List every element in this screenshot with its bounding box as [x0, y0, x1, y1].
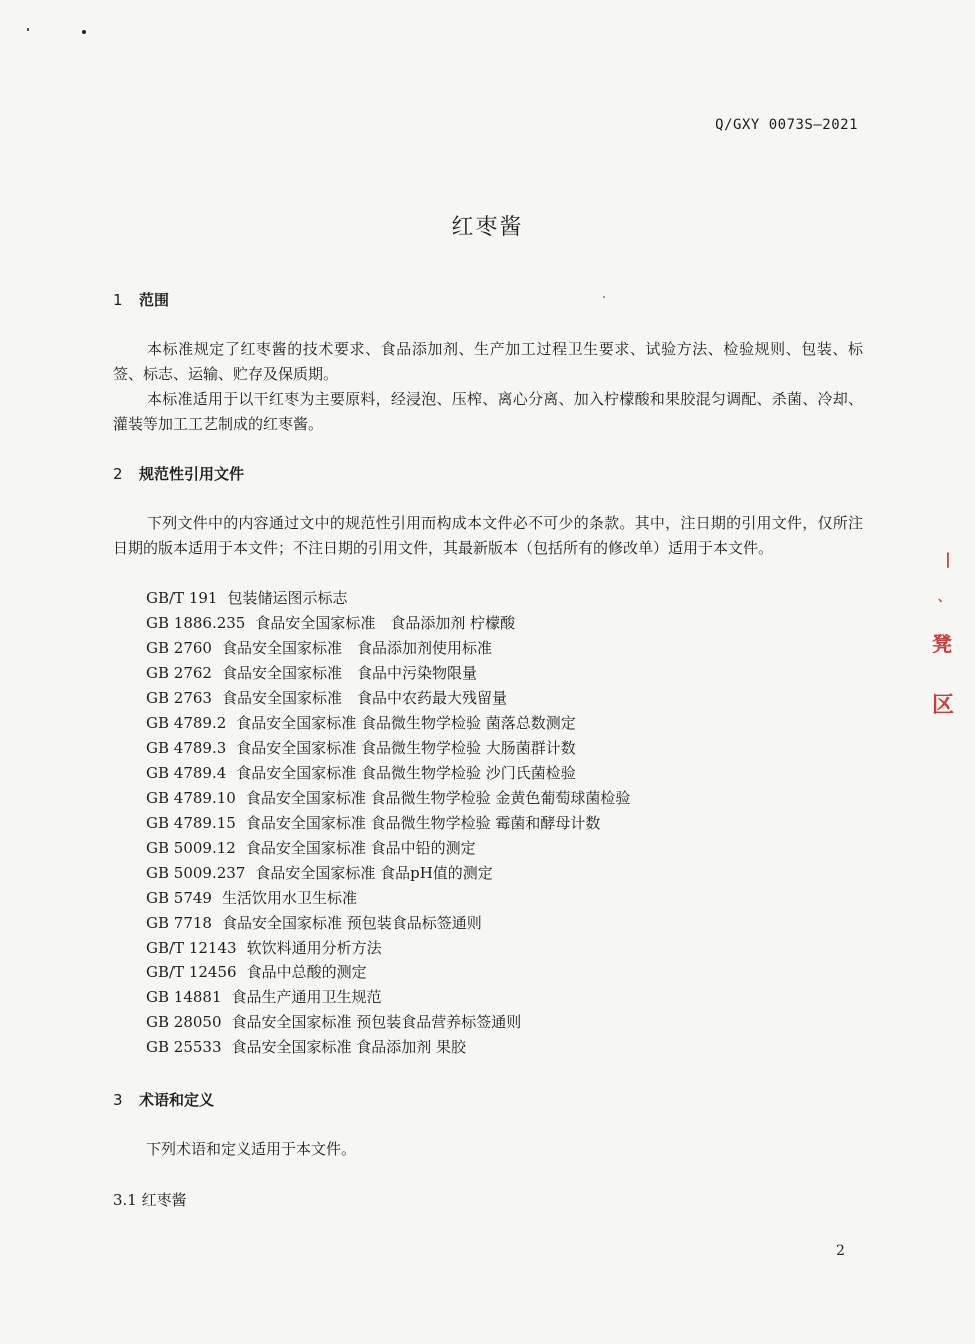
reference-item: GB 14881 食品生产通用卫生规范	[146, 988, 382, 1006]
reference-item: GB 5749 生活饮用水卫生标准	[146, 889, 357, 907]
reference-item: GB 1886.235 食品安全国家标准 食品添加剂 柠檬酸	[146, 614, 516, 632]
paragraph: 本标准规定了红枣酱的技术要求、食品添加剂、生产加工过程卫生要求、试验方法、检验规则、包装、标签、标志、运输、贮存及保质期。	[113, 340, 863, 383]
red-stamp-edge: 丨 、 凳 区	[932, 551, 957, 718]
reference-item: GB 5009.237 食品安全国家标准 食品pH值的测定	[146, 864, 493, 882]
reference-item: GB 28050 食品安全国家标准 预包装食品营养标签通则	[146, 1013, 522, 1031]
section-heading-1: 1 范围	[113, 291, 170, 309]
section-heading-3: 3 术语和定义	[113, 1091, 215, 1109]
reference-item: GB 7718 食品安全国家标准 预包装食品标签通则	[146, 914, 482, 932]
page-number: 2	[836, 1243, 845, 1259]
section-intro: 下列术语和定义适用于本文件。	[146, 1140, 357, 1158]
subsection-heading: 3.1 红枣酱	[113, 1191, 187, 1209]
reference-item: GB/T 191 包装储运图示标志	[146, 589, 348, 607]
reference-item: GB 4789.10 食品安全国家标准 食品微生物学检验 金黄色葡萄球菌检验	[146, 789, 631, 807]
reference-item: GB 4789.4 食品安全国家标准 食品微生物学检验 沙门氏菌检验	[146, 764, 576, 782]
reference-item: GB/T 12456 食品中总酸的测定	[146, 963, 367, 981]
paragraph: 下列文件中的内容通过文中的规范性引用而构成本文件必不可少的条款。其中，注日期的引用文件，仅所注日期的版本适用于本文件；不注日期的引用文件，其最新版本（包括所有的修改单）适用于本文件。	[113, 514, 863, 557]
scan-speck	[603, 296, 605, 298]
reference-item: GB/T 12143 软饮料通用分析方法	[146, 939, 382, 957]
reference-item: GB 2760 食品安全国家标准 食品添加剂使用标准	[146, 639, 492, 657]
scan-speck	[82, 30, 86, 34]
document-title: 红枣酱	[451, 215, 524, 240]
paragraph: 本标准适用于以干红枣为主要原料，经浸泡、压榨、离心分离、加入柠檬酸和果胶混匀调配、杀菌、冷却、灌装等加工工艺制成的红枣酱。	[113, 390, 863, 433]
reference-item: GB 4789.15 食品安全国家标准 食品微生物学检验 霉菌和酵母计数	[146, 814, 601, 832]
scan-speck	[27, 28, 29, 31]
section-heading-2: 2 规范性引用文件	[113, 465, 245, 483]
reference-item: GB 4789.2 食品安全国家标准 食品微生物学检验 菌落总数测定	[146, 714, 576, 732]
reference-item: GB 4789.3 食品安全国家标准 食品微生物学检验 大肠菌群计数	[146, 739, 576, 757]
reference-item: GB 2763 食品安全国家标准 食品中农药最大残留量	[146, 689, 507, 707]
reference-item: GB 25533 食品安全国家标准 食品添加剂 果胶	[146, 1038, 467, 1056]
reference-item: GB 2762 食品安全国家标准 食品中污染物限量	[146, 664, 477, 682]
reference-item: GB 5009.12 食品安全国家标准 食品中铅的测定	[146, 839, 476, 857]
document-number: Q/GXY 0073S—2021	[715, 117, 858, 133]
